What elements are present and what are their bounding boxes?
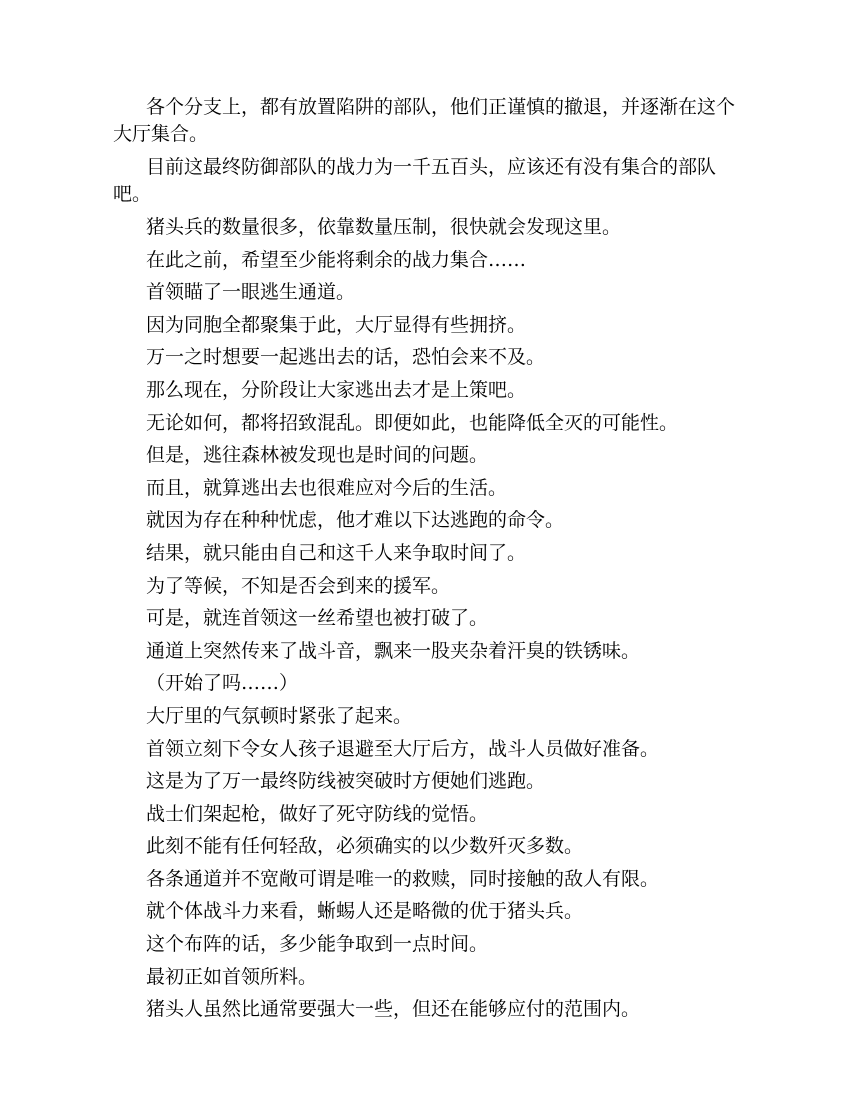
paragraph: 此刻不能有任何轻敌，必须确实的以少数歼灭多数。 bbox=[146, 835, 584, 858]
paragraph: 结果，就只能由自己和这千人来争取时间了。 bbox=[146, 541, 527, 564]
paragraph: 但是，逃往森林被发现也是时间的问题。 bbox=[146, 444, 489, 467]
paragraph: 在此之前，希望至少能将剩余的战力集合…… bbox=[146, 248, 527, 271]
paragraph: 就个体战斗力来看，蜥蜴人还是略微的优于猪头兵。 bbox=[146, 900, 584, 923]
paragraph: 而且，就算逃出去也很难应对今后的生活。 bbox=[146, 476, 508, 499]
paragraph: 为了等候，不知是否会到来的援军。 bbox=[146, 574, 451, 597]
paragraph: 就因为存在种种忧虑，他才难以下达逃跑的命令。 bbox=[146, 509, 565, 532]
paragraph: 因为同胞全都聚集于此，大厅显得有些拥挤。 bbox=[146, 313, 527, 336]
paragraph: 那么现在，分阶段让大家逃出去才是上策吧。 bbox=[146, 378, 527, 401]
paragraph: 猪头兵的数量很多，依靠数量压制，很快就会发现这里。 bbox=[146, 216, 622, 238]
paragraph: 这个布阵的话，多少能争取到一点时间。 bbox=[146, 933, 489, 956]
paragraph: 可是，就连首领这一丝希望也被打破了。 bbox=[146, 607, 489, 630]
paragraph: 战士们架起枪，做好了死守防线的觉悟。 bbox=[146, 802, 489, 825]
paragraph: 猪头人虽然比通常要强大一些，但还在能够应付的范围内。 bbox=[146, 998, 641, 1021]
paragraph: 万一之时想要一起逃出去的话，恐怕会来不及。 bbox=[146, 346, 546, 369]
paragraph: 首领立刻下令女人孩子退避至大厅后方，战斗人员做好准备。 bbox=[146, 737, 660, 760]
paragraph: 目前这最终防御部队的战力为一千五百头，应该还有没有集合的部队吧。 bbox=[113, 156, 717, 205]
paragraph: 各个分支上，都有放置陷阱的部队，他们正谨慎的撤退，并逐渐在这个大厅集合。 bbox=[113, 96, 736, 145]
paragraph: 最初正如首领所料。 bbox=[146, 965, 318, 988]
paragraph: 各条通道并不宽敞可谓是唯一的救赎，同时接触的敌人有限。 bbox=[146, 867, 660, 890]
document-page bbox=[113, 94, 743, 1029]
paragraph: （开始了吗……） bbox=[146, 672, 299, 695]
paragraph: 首领瞄了一眼逃生通道。 bbox=[146, 281, 356, 304]
paragraph: 无论如何，都将招致混乱。即便如此，也能降低全灭的可能性。 bbox=[146, 411, 679, 434]
paragraph: 通道上突然传来了战斗音，飘来一股夹杂着汗臭的铁锈味。 bbox=[146, 639, 641, 662]
paragraph: 这是为了万一最终防线被突破时方便她们逃跑。 bbox=[146, 770, 546, 793]
paragraph: 大厅里的气氛顿时紧张了起来。 bbox=[146, 704, 413, 727]
